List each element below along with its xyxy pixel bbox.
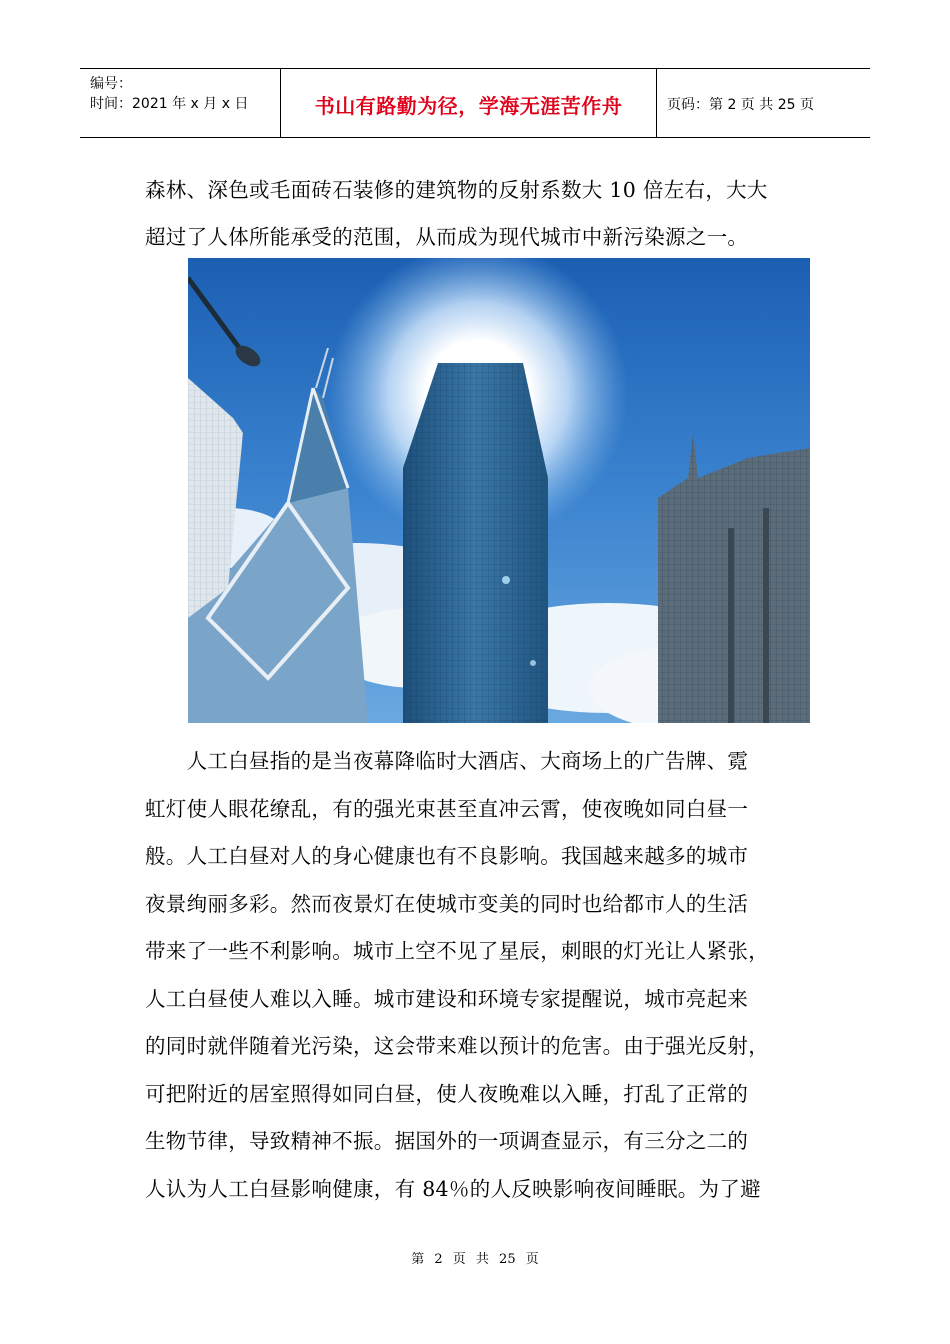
paragraph-line: 生物节律，导致精神不振。据国外的一项调查显示，有三分之二的: [145, 1129, 749, 1153]
header-page-cell: [657, 69, 870, 137]
header-motto-cell: [280, 69, 657, 137]
page-info: 页码：第 2 页 共 25 页: [667, 97, 814, 113]
paragraph-line: 带来了一些不利影响。城市上空不见了星辰，刺眼的灯光让人紧张，: [145, 939, 769, 963]
motto: 书山有路勤为径，学海无涯苦作舟: [314, 94, 623, 118]
document-header: [80, 68, 870, 138]
paragraph-line: 森林、深色或毛面砖石装修的建筑物的反射系数大 10 倍左右，大大: [145, 178, 768, 202]
header-meta-cell: [80, 69, 280, 137]
skyscraper-sun-photo: [188, 258, 810, 723]
page-footer: 第 2 页 共 25 页: [411, 1252, 539, 1267]
paragraph-line: 人工白昼使人难以入睡。城市建设和环境专家提醒说，城市亮起来: [145, 987, 749, 1011]
paragraph-line: 可把附近的居室照得如同白昼，使人夜晚难以入睡，打乱了正常的: [145, 1082, 749, 1106]
paragraph-line: 人工白昼指的是当夜幕降临时大酒店、大商场上的广告牌、霓: [145, 749, 749, 773]
paragraph-line: 般。人工白昼对人的身心健康也有不良影响。我国越来越多的城市: [145, 844, 749, 868]
number-label: 编号：: [90, 76, 132, 92]
paragraph-line: 人认为人工白昼影响健康，有 84％的人反映影响夜间睡眠。为了避: [145, 1177, 761, 1201]
paragraph-line: 的同时就伴随着光污染，这会带来难以预计的危害。由于强光反射，: [145, 1034, 769, 1058]
paragraph-line: 虹灯使人眼花缭乱，有的强光束甚至直冲云霄，使夜晚如同白昼一: [145, 797, 749, 821]
paragraph-line: 夜景绚丽多彩。然而夜景灯在使城市变美的同时也给都市人的生活: [145, 892, 749, 916]
time-label: 时间：2021 年 x 月 x 日: [90, 96, 249, 112]
paragraph-line: 超过了人体所能承受的范围，从而成为现代城市中新污染源之一。: [145, 225, 749, 249]
